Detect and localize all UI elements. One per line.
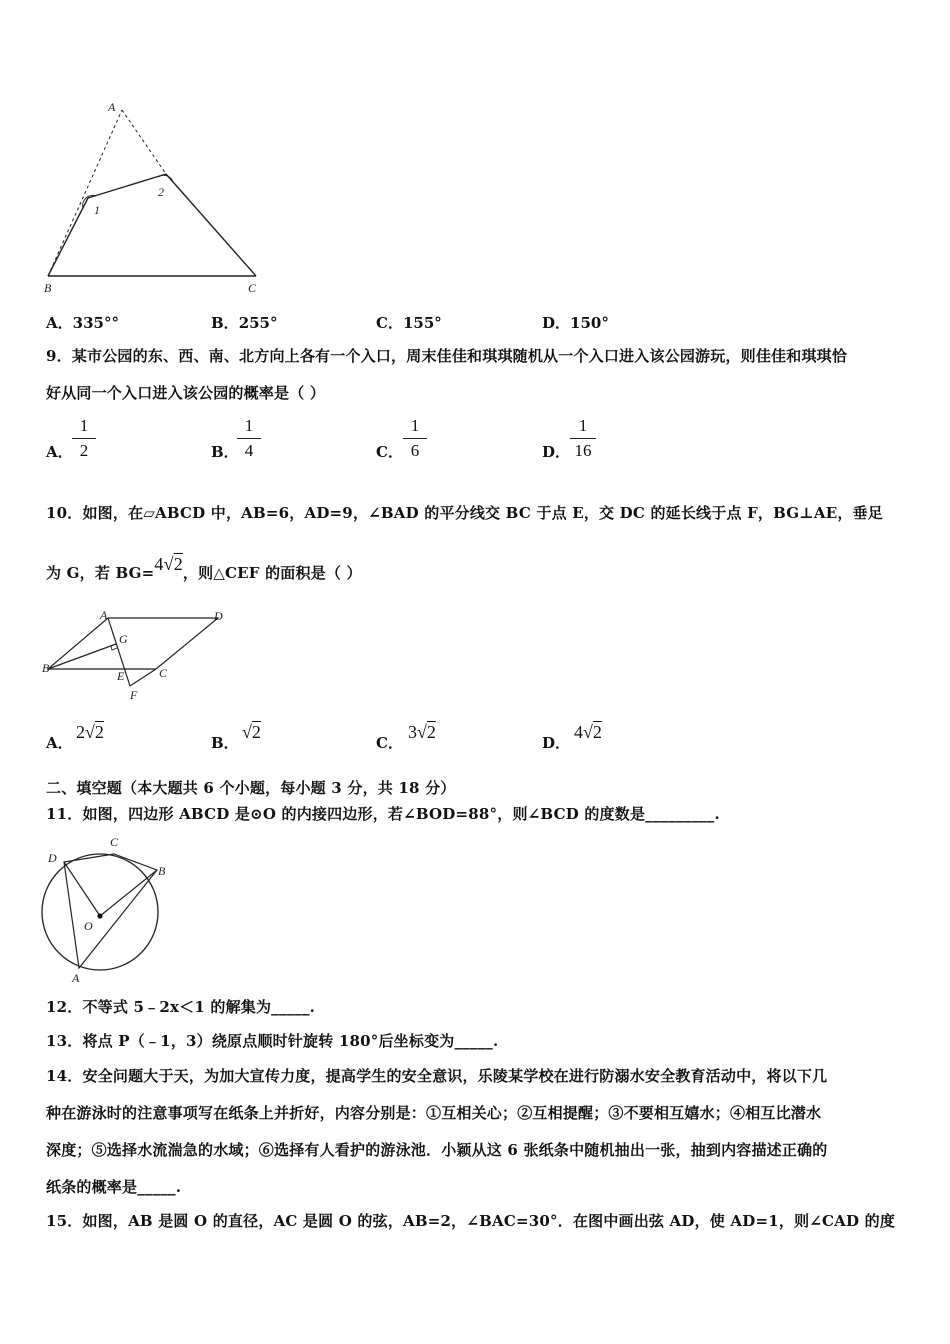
q10-label-b: B	[42, 661, 50, 675]
q10-line2-post: ，则△CEF 的面积是（ ）	[182, 564, 362, 582]
q10-a-coef: 2	[76, 722, 85, 742]
q9-d-den: 16	[574, 441, 592, 460]
q10-option-b-value: √2	[242, 722, 261, 742]
section-2-heading: 二、填空题（本大题共 6 个小题，每小题 3 分，共 18 分）	[46, 779, 456, 797]
q10-bg-coef: 4	[154, 554, 164, 574]
q11-text: 11．如图，四边形 ABCD 是⊙O 的内接四边形，若∠BOD=88°，则∠BCD 的度数是_________.	[46, 805, 720, 823]
q9-option-c	[376, 441, 403, 462]
q9-option-b	[211, 441, 239, 462]
q8-option-b-letter: B．	[211, 314, 239, 332]
q10-parallelogram	[48, 618, 218, 669]
q10-line2-pre: 为 G，若 BG=	[46, 564, 155, 582]
q8-option-a	[46, 312, 119, 333]
q10-option-d	[542, 732, 570, 753]
q11-center-dot	[97, 913, 102, 918]
q8-cut-line	[88, 174, 166, 198]
q8-figure	[38, 98, 278, 298]
q8-angle2-arc	[158, 175, 173, 182]
q10-b-rad: 2	[251, 722, 261, 742]
q11-radius-ob	[100, 870, 157, 916]
q14-line4: 纸条的概率是_____.	[46, 1178, 182, 1196]
q11-radius-od	[64, 862, 100, 916]
q8-dotted-left	[48, 110, 122, 276]
q11-figure	[38, 830, 178, 990]
q9-option-d-fraction	[570, 416, 596, 461]
q8-side-ab	[48, 198, 88, 276]
q10-label-e: E	[117, 669, 125, 683]
q8-label-b: B	[44, 281, 52, 295]
q9-option-a-fraction	[72, 416, 96, 461]
q8-side-ac	[166, 174, 256, 276]
q9-a-num: 1	[79, 416, 89, 435]
q10-line-cf	[130, 669, 156, 686]
q10-label-c: C	[159, 666, 168, 680]
q10-bg-value: 4√2	[154, 554, 183, 574]
q8-option-d-letter: D．	[542, 314, 571, 332]
q10-label-a: A	[100, 608, 108, 622]
q8-option-c	[376, 312, 442, 333]
q9-option-b-letter: B．	[211, 443, 239, 461]
q9-option-c-letter: C．	[376, 443, 403, 461]
q10-option-b	[211, 732, 239, 753]
q9-option-d	[542, 441, 570, 462]
q8-label-a: A	[108, 100, 116, 114]
q10-label-f: F	[130, 688, 138, 702]
q9-option-b-fraction	[237, 416, 261, 461]
q11-label-b: B	[158, 864, 166, 878]
q12-text: 12．不等式 5﹣2x＜1 的解集为_____.	[46, 998, 316, 1016]
q10-line2	[46, 554, 362, 583]
q9-d-num: 1	[578, 416, 588, 435]
q8-option-a-letter: A．	[46, 314, 73, 332]
q10-d-coef: 4	[574, 722, 583, 742]
q10-option-b-letter: B．	[211, 734, 239, 752]
q11-label-a: A	[72, 971, 80, 985]
q10-c-rad: 2	[426, 722, 436, 742]
q9-b-den: 4	[244, 441, 254, 460]
q10-option-a-value: 2√2	[76, 722, 104, 742]
q8-dotted-right	[122, 110, 166, 174]
q8-option-d-value: 150°	[570, 314, 609, 332]
q10-label-d: D	[214, 609, 223, 623]
q10-label-g: G	[119, 632, 128, 646]
q15-text: 15．如图，AB 是圆 O 的直径，AC 是圆 O 的弦，AB=2，∠BAC=30°．在图中画出弦 AD，使 AD=1，则∠CAD 的度	[46, 1212, 896, 1230]
q10-option-a-letter: A．	[46, 734, 73, 752]
q8-option-b	[211, 312, 278, 333]
q8-option-d	[542, 312, 609, 333]
q10-bg-rad: 2	[173, 554, 183, 574]
q10-a-rad: 2	[94, 722, 104, 742]
q14-line1: 14．安全问题大于天，为加大宣传力度，提高学生的安全意识，乐陵某学校在进行防溺水安全教育活动中，将以下几	[46, 1067, 828, 1085]
q9-c-num: 1	[410, 416, 420, 435]
q8-label-2: 2	[158, 185, 164, 199]
q10-line1: 10．如图，在▱ABCD 中，AB=6，AD=9，∠BAD 的平分线交 BC 于点 E，交 DC 的延长线于点 F，BG⊥AE，垂足	[46, 504, 883, 522]
q9-option-d-letter: D．	[542, 443, 571, 461]
q9-a-den: 2	[79, 441, 89, 460]
q11-label-d: D	[48, 851, 57, 865]
q10-right-angle-mark	[111, 646, 117, 650]
q10-option-d-letter: D．	[542, 734, 571, 752]
q10-option-a	[46, 732, 73, 753]
q9-option-c-fraction	[403, 416, 427, 461]
q8-label-1: 1	[94, 203, 100, 217]
q11-label-o: O	[84, 919, 93, 933]
q11-circle	[42, 854, 158, 970]
q9-line1: 9．某市公园的东、西、南、北方向上各有一个入口，周末佳佳和琪琪随机从一个入口进入该公园游玩，则佳佳和琪琪恰	[46, 347, 848, 365]
q9-b-num: 1	[244, 416, 254, 435]
q11-label-c: C	[110, 835, 119, 849]
q8-label-c: C	[248, 281, 257, 295]
q10-d-rad: 2	[592, 722, 602, 742]
q10-option-c-value: 3√2	[408, 722, 436, 742]
q9-option-a-letter: A．	[46, 443, 73, 461]
q10-option-d-value: 4√2	[574, 722, 602, 742]
q14-line3: 深度；⑤选择水流湍急的水域；⑥选择有人看护的游泳池．小颖从这 6 张纸条中随机抽出一张，抽到内容描述正确的	[46, 1141, 828, 1159]
q10-option-c	[376, 732, 403, 753]
q8-option-c-letter: C．	[376, 314, 403, 332]
q9-option-a	[46, 441, 73, 462]
q10-figure	[40, 608, 240, 703]
q13-text: 13．将点 P（﹣1，3）绕原点顺时针旋转 180°后坐标变为_____.	[46, 1032, 499, 1050]
q10-option-c-letter: C．	[376, 734, 403, 752]
q10-line-bg	[48, 644, 116, 669]
q8-option-a-value: 335°°	[72, 314, 119, 332]
q14-line2: 种在游泳时的注意事项写在纸条上并折好，内容分别是：①互相关心；②互相提醒；③不要相互嬉水；④相互比潜水	[46, 1104, 822, 1122]
q9-c-den: 6	[410, 441, 420, 460]
q8-option-c-value: 155°	[402, 314, 442, 332]
q8-option-b-value: 255°	[238, 314, 278, 332]
q10-c-coef: 3	[408, 722, 417, 742]
q9-line2: 好从同一个入口进入该公园的概率是（ ）	[46, 384, 326, 402]
